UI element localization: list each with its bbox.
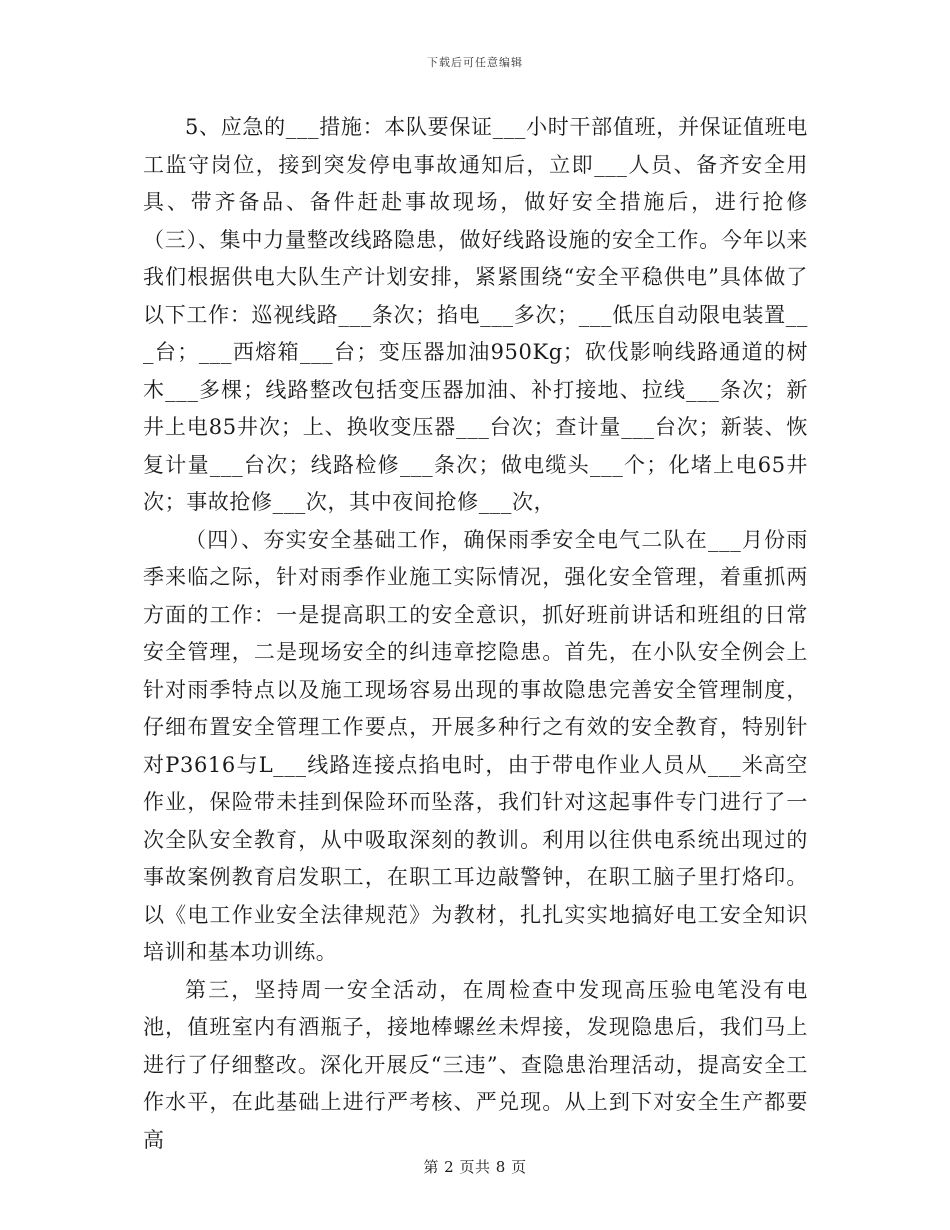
page-number-footer: 第 2 页共 8 页 (423, 1158, 527, 1176)
paragraph-monday-safety-activity: 第三，坚持周一安全活动，在周检查中发现高压验电笔没有电池，值班室内有酒瓶子，接地棒螺丝未焊接，发现隐患后，我们马上进行了仔细整改。深化开展反“三违”、查隐患治理活动，提高安全工作水平，在此基础上进行严考核、严兑现。从上到下对安全生产都要高 (143, 977, 808, 1152)
download-edit-note: 下载后可任意编辑 (427, 56, 523, 69)
paragraph-emergency-measures: 5、应急的___措施：本队要保证___小时干部值班，并保证值班电工监守岗位，接到突发停电事故通知后，立即___人员、备齐安全用具、带齐备品、备件赶赴事故现场，做好安全措施后，进行抢修（三）、集中力量整改线路隐患，做好线路设施的安全工作。今年以来我们根据供电大队生产计划安排，紧紧围绕“安全平稳供电”具体做了以下工作：巡视线路___条次；掐电___多次；___低压自动限电装置___台；___西熔箱___台；变压器加油950Kg；砍伐影响线路通道的树木___多棵；线路整改包括变压器加油、补打接地、拉线___条次；新井上电85井次；上、换收变压器___台次；查计量___台次；新装、恢复计量___台次；线路检修___条次；做电缆头___个；化堵上电65井次；事故抢修___次，其中夜间抢修___次， (143, 115, 808, 514)
document-body (143, 109, 808, 1159)
paragraph-rainy-season-safety: （四）、夯实安全基础工作，确保雨季安全电气二队在___月份雨季来临之际，针对雨季作业施工实际情况，强化安全管理，着重抓两方面的工作：一是提高职工的安全意识，抓好班前讲话和班组的日常安全管理，二是现场安全的纠违章挖隐患。首先，在小队安全例会上针对雨季特点以及施工现场容易出现的事故隐患完善安全管理制度，仔细布置安全管理工作要点，开展多种行之有效的安全教育，特别针对P3616与L___线路连接点掐电时，由于带电作业人员从___米高空作业，保险带未挂到保险环而坠落，我们针对这起事件专门进行了一次全队安全教育，从中吸取深刻的教训。利用以往供电系统出现过的事故案例教育启发职工，在职工耳边敲警钟，在职工脑子里打烙印。以《电工作业安全法律规范》为教材，扎扎实实地搞好电工安全知识培训和基本功训练。 (143, 527, 808, 964)
